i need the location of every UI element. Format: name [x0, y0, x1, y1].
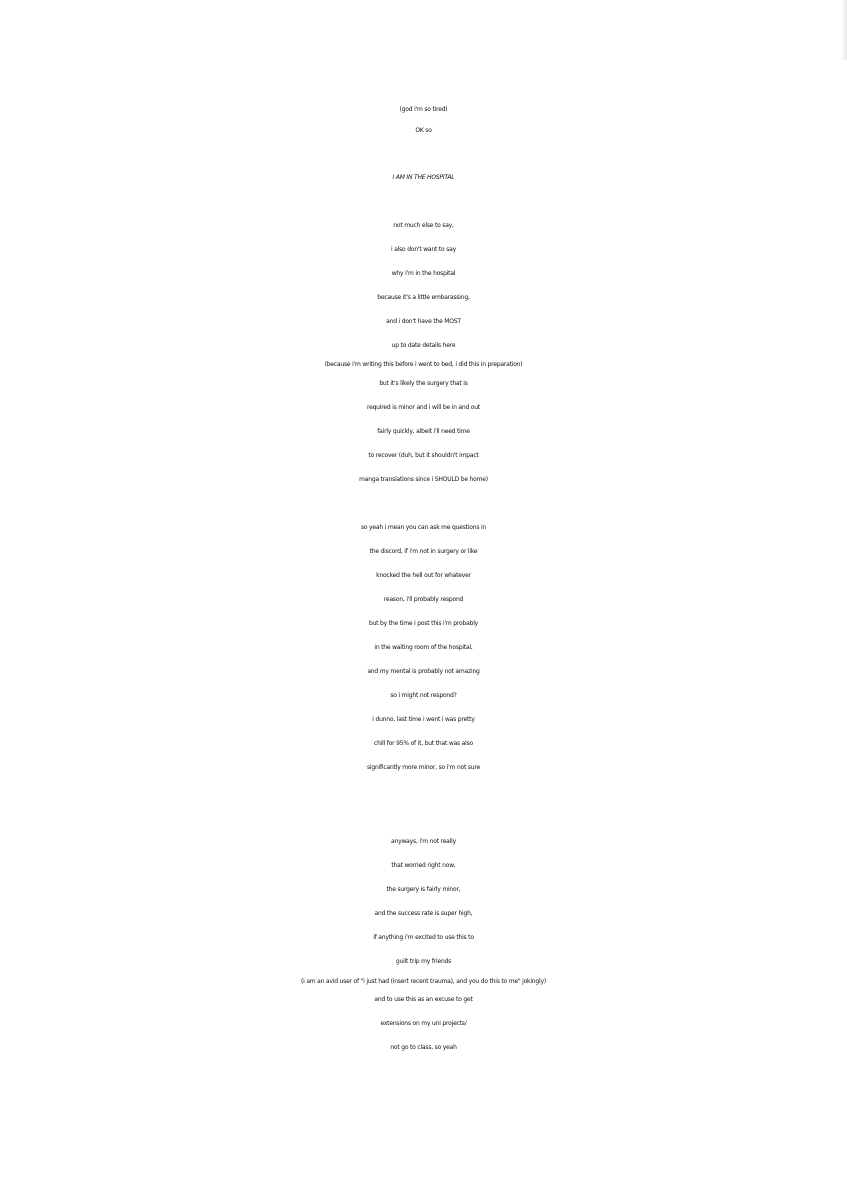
aside-note-tired: (god i'm so tired)	[399, 106, 448, 113]
body-line: so i might not respond?	[390, 692, 457, 699]
body-line: but by the time i post this i'm probably	[368, 620, 479, 627]
aside-note-guilt-trip: (i am an avid user of "i just had (insert recent trauma), and you do this to me" jokingly)	[301, 978, 546, 985]
body-line: not much else to say,	[393, 222, 454, 229]
body-line: manga translations since i SHOULD be home)	[359, 476, 488, 483]
body-line: the surgery is fairly minor,	[386, 886, 461, 893]
body-line: required is minor and i will be in and out	[366, 404, 481, 411]
body-line: that worried right now,	[391, 862, 456, 869]
body-line: knocked the hell out for whatever	[376, 572, 471, 579]
page-edge-shadow	[841, 0, 847, 60]
body-line: if anything i'm excited to use this to	[373, 934, 474, 941]
body-line: i dunno, last time i went i was pretty	[372, 716, 475, 723]
body-line: and to use this as an excuse to get	[374, 996, 473, 1003]
body-line: the discord, if i'm not in surgery or like	[369, 548, 478, 555]
body-line: fairly quickly, albeit i'll need time	[377, 428, 470, 435]
body-line: and my mental is probably not amazing	[367, 668, 480, 675]
body-line: i also don't want to say	[391, 246, 456, 253]
body-line: up to date details here	[391, 342, 456, 349]
body-line: chill for 95% of it, but that was also	[373, 740, 474, 747]
aside-note-preparation: (because i'm writing this before i went to bed, i did this in preparation)	[324, 361, 523, 368]
headline: I AM IN THE HOSPITAL	[392, 174, 455, 181]
body-line: so yeah i mean you can ask me questions in	[360, 524, 487, 531]
body-line: extensions on my uni projects/	[380, 1020, 467, 1027]
body-line: and the success rate is super high,	[374, 910, 473, 917]
body-line: significantly more minor, so i'm not sure	[366, 764, 481, 771]
body-line: not go to class, so yeah	[390, 1044, 457, 1051]
body-line: why i'm in the hospital	[391, 270, 456, 277]
body-line: and i don't have the MOST	[386, 318, 461, 325]
body-line: anyways, i'm not really	[391, 838, 456, 845]
body-line: because it's a little embarassing,	[377, 294, 470, 301]
body-line: in the waiting room of the hospital,	[374, 644, 473, 651]
body-line: guilt trip my friends	[395, 958, 452, 965]
body-line: reason, i'll probably respond	[383, 596, 464, 603]
body-line: to recover (duh, but it shouldn't impact	[368, 452, 479, 459]
body-line: but it's likely the surgery that is	[379, 380, 468, 387]
intro-line: OK so	[415, 127, 432, 134]
